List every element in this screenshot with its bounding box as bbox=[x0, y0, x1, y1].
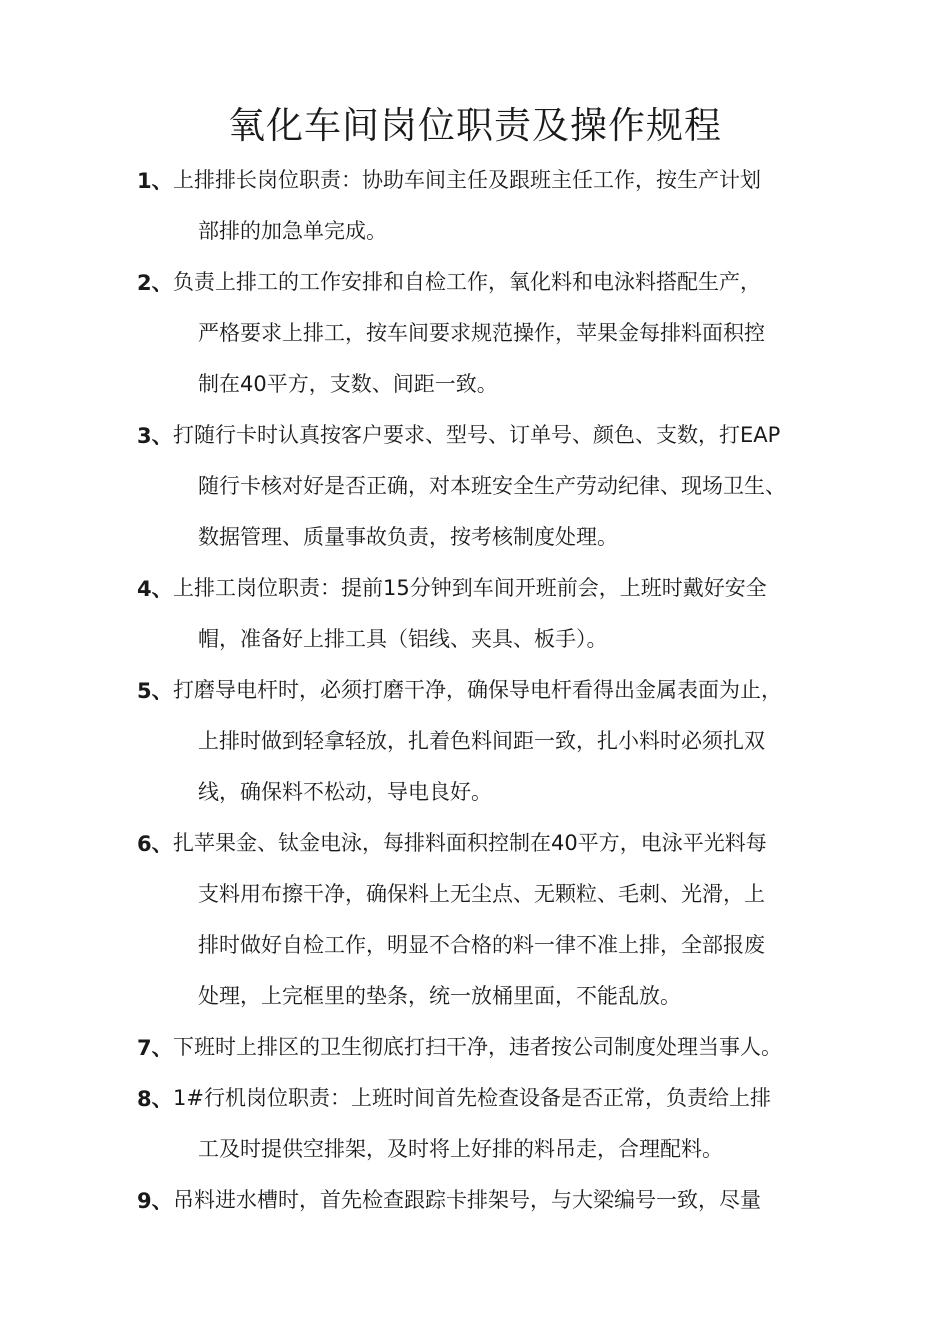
item-number: 3、 bbox=[137, 424, 173, 448]
item-line: 线，确保料不松动，导电良好。 bbox=[198, 780, 492, 804]
list-item bbox=[0, 563, 950, 665]
item-number: 6、 bbox=[137, 832, 173, 856]
item-text bbox=[173, 1175, 848, 1226]
item-number: 7、 bbox=[137, 1036, 173, 1060]
list-item bbox=[0, 1073, 950, 1175]
list-item bbox=[0, 665, 950, 818]
list-item bbox=[0, 257, 950, 410]
item-line: 排时做好自检工作，明显不合格的料一律不准上排，全部报废 bbox=[198, 933, 765, 957]
item-number: 4、 bbox=[137, 577, 173, 601]
document-title: 氧化车间岗位职责及操作规程 bbox=[228, 104, 722, 147]
item-line: 下班时上排区的卫生彻底打扫干净，违者按公司制度处理当事人。 bbox=[173, 1035, 782, 1059]
item-line: 打随行卡时认真按客户要求、型号、订单号、颜色、支数，打EAP bbox=[173, 423, 781, 447]
item-list bbox=[0, 155, 950, 1226]
item-line: 处理，上完框里的垫条，统一放桶里面，不能乱放。 bbox=[198, 984, 681, 1008]
item-text bbox=[173, 257, 848, 410]
item-text bbox=[173, 665, 848, 818]
list-item bbox=[0, 1022, 950, 1073]
item-line: 随行卡核对好是否正确，对本班安全生产劳动纪律、现场卫生、 bbox=[198, 474, 786, 498]
item-line: 制在40平方，支数、间距一致。 bbox=[198, 372, 498, 396]
item-number: 8、 bbox=[137, 1087, 173, 1111]
list-item bbox=[0, 410, 950, 563]
item-line: 支料用布擦干净，确保料上无尘点、无颗粒、毛刺、光滑，上 bbox=[198, 882, 765, 906]
item-text bbox=[173, 818, 848, 1022]
item-number: 1、 bbox=[137, 169, 173, 193]
item-line: 上排工岗位职责：提前15分钟到车间开班前会，上班时戴好安全 bbox=[173, 576, 767, 600]
list-item bbox=[0, 1175, 950, 1226]
item-line: 上排时做到轻拿轻放，扎着色料间距一致，扎小料时必须扎双 bbox=[198, 729, 765, 753]
item-line: 1#行机岗位职责：上班时间首先检查设备是否正常，负责给上排 bbox=[173, 1086, 771, 1110]
item-number: 5、 bbox=[137, 679, 173, 703]
item-line: 上排排长岗位职责：协助车间主任及跟班主任工作，按生产计划 bbox=[173, 168, 761, 192]
item-text bbox=[173, 563, 848, 665]
item-line: 部排的加急单完成。 bbox=[198, 219, 387, 243]
item-line: 扎苹果金、钛金电泳，每排料面积控制在40平方，电泳平光料每 bbox=[173, 831, 767, 855]
list-item bbox=[0, 155, 950, 257]
item-text bbox=[173, 1022, 848, 1073]
item-line: 帽，准备好上排工具（铝线、夹具、板手）。 bbox=[198, 627, 608, 651]
item-line: 负责上排工的工作安排和自检工作，氧化料和电泳料搭配生产， bbox=[173, 270, 761, 294]
item-number: 9、 bbox=[137, 1189, 173, 1213]
item-line: 打磨导电杆时，必须打磨干净，确保导电杆看得出金属表面为止， bbox=[173, 678, 782, 702]
item-text bbox=[173, 410, 848, 563]
item-text bbox=[173, 1073, 848, 1175]
item-number: 2、 bbox=[137, 271, 173, 295]
item-line: 严格要求上排工，按车间要求规范操作，苹果金每排料面积控 bbox=[198, 321, 765, 345]
list-item bbox=[0, 818, 950, 1022]
item-line: 工及时提供空排架，及时将上好排的料吊走，合理配料。 bbox=[198, 1137, 723, 1161]
item-text bbox=[173, 155, 848, 257]
item-line: 吊料进水槽时，首先检查跟踪卡排架号，与大梁编号一致，尽量 bbox=[173, 1188, 761, 1212]
item-line: 数据管理、质量事故负责，按考核制度处理。 bbox=[198, 525, 618, 549]
